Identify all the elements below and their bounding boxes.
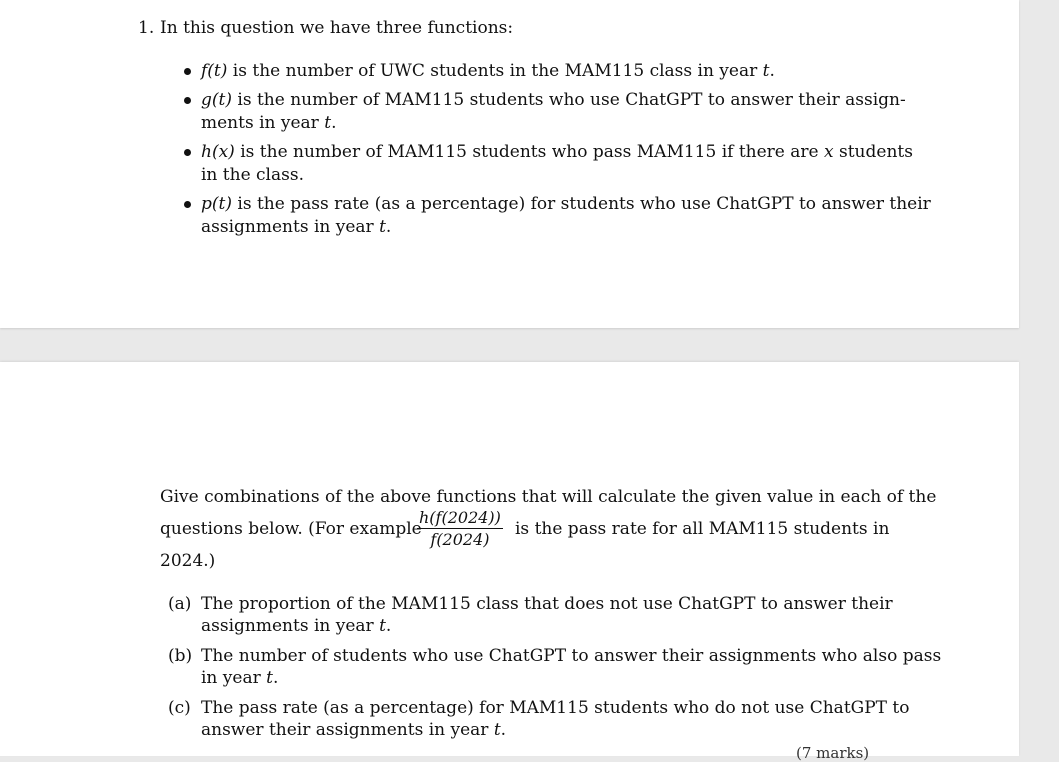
part-b-var: t <box>266 668 273 688</box>
part-a-period: . <box>385 616 392 636</box>
part-a-text: assignments in year <box>201 616 374 636</box>
function-g-line2 <box>201 112 336 135</box>
function-p-period: . <box>385 217 392 237</box>
function-f-period: . <box>769 61 775 81</box>
instructions-line2a: questions below. (For example <box>160 519 422 539</box>
function-h-line2: in the class. <box>201 165 304 185</box>
part-b-text: in year <box>201 668 261 688</box>
part-b-line1: The number of students who use ChatGPT to answer their assignments who also pass <box>201 646 942 666</box>
function-g-var: t <box>324 113 332 133</box>
bullet-icon <box>184 149 191 156</box>
fraction-denominator: f(2024) <box>430 530 490 549</box>
function-h-line1 <box>201 141 913 164</box>
part-b-period: . <box>272 668 279 688</box>
part-a-line2 <box>201 615 391 638</box>
part-a-label: (a) <box>168 594 192 614</box>
function-p-desc-cont: assignments in year <box>201 217 374 237</box>
function-g-desc: is the number of MAM115 students who use ChatGPT to answer their assign- <box>237 90 906 110</box>
part-c-period: . <box>500 720 507 740</box>
document-page-2 <box>0 362 1019 762</box>
part-a-var: t <box>379 616 386 636</box>
instructions-line3: 2024.) <box>160 551 216 571</box>
bullet-icon <box>184 68 191 75</box>
function-h-desc-b: students <box>839 142 913 162</box>
part-b-line2 <box>201 667 278 690</box>
function-g-line1 <box>201 89 906 112</box>
part-c-var: t <box>493 720 501 740</box>
function-g-desc-cont: ments in year <box>201 113 319 133</box>
part-c-label: (c) <box>168 698 191 718</box>
function-h-desc: is the number of MAM115 students who pass MAM115 if there are <box>240 142 819 162</box>
marks-label: (7 marks) <box>796 744 870 762</box>
example-fraction <box>417 508 503 549</box>
function-p-line1 <box>201 193 931 216</box>
function-f-var: t <box>762 61 770 81</box>
part-a-line1: The proportion of the MAM115 class that does not use ChatGPT to answer their <box>201 594 893 614</box>
function-h-var: x <box>824 142 834 162</box>
bullet-icon <box>184 201 191 208</box>
function-p-var: t <box>379 217 386 237</box>
function-g-symbol: g(t) <box>201 90 232 110</box>
fraction-numerator: h(f(2024)) <box>419 508 501 527</box>
function-f-symbol: f(t) <box>201 61 228 81</box>
instructions-line2b: is the pass rate for all MAM115 students in <box>515 519 890 539</box>
part-c-text: answer their assignments in year <box>201 720 489 740</box>
question-number: 1. <box>138 18 155 38</box>
part-b-label: (b) <box>168 646 193 666</box>
function-p-line2 <box>201 216 391 239</box>
function-h-symbol: h(x) <box>201 142 235 162</box>
function-p-symbol: p(t) <box>201 194 232 214</box>
function-g-period: . <box>331 113 337 133</box>
function-f-line1 <box>201 60 775 83</box>
part-c-line1: The pass rate (as a percentage) for MAM115 students who do not use ChatGPT to <box>201 698 910 718</box>
question-intro: In this question we have three functions: <box>160 18 514 38</box>
function-p-desc: is the pass rate (as a percentage) for students who use ChatGPT to answer their <box>237 194 931 214</box>
instructions-line1: Give combinations of the above functions that will calculate the given value in each of the <box>160 487 937 507</box>
part-c-line2 <box>201 719 506 742</box>
document-page-1 <box>0 0 1019 328</box>
function-f-desc: is the number of UWC students in the MAM115 class in year <box>232 61 758 81</box>
bullet-icon <box>184 97 191 104</box>
